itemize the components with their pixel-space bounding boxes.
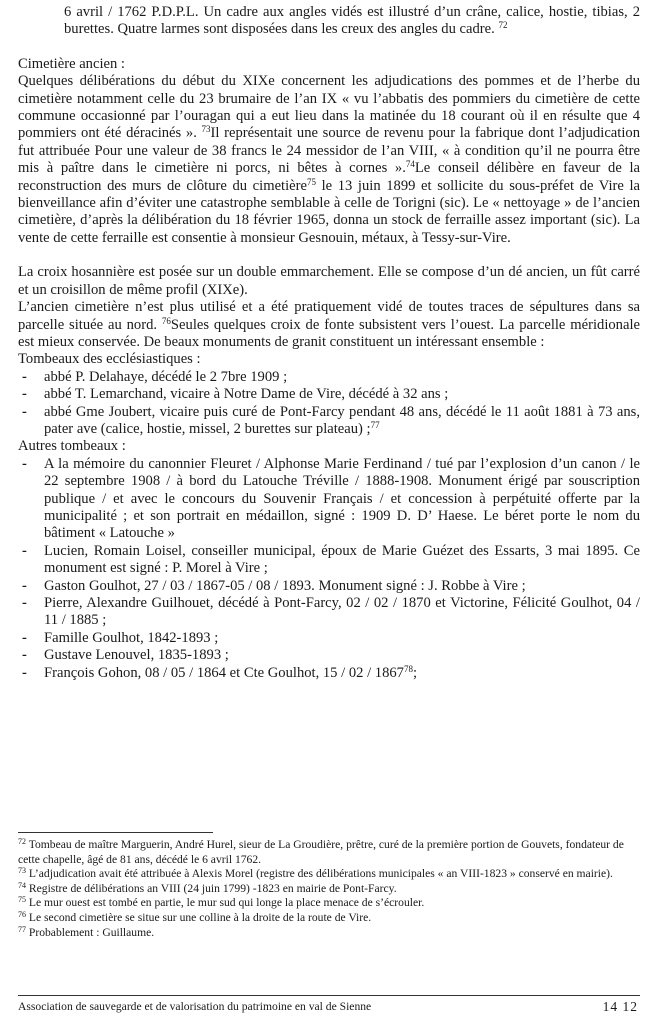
footnote-ref[interactable]: 76 [161, 315, 171, 326]
cemetery-heading: Cimetière ancien : [18, 55, 125, 72]
footnote-number: 74 [18, 880, 26, 890]
footnote-number: 76 [18, 909, 26, 919]
page-number: 14 12 [602, 999, 638, 1014]
footnote-ref[interactable]: 73 [201, 124, 211, 135]
clergy-heading: Tombeaux des ecclésiastiques : [18, 351, 201, 368]
list-item [18, 665, 640, 682]
list-item: - Gustave Lenouvel, 1835-1893 ; [18, 647, 640, 664]
footnote-number: 77 [18, 924, 26, 934]
footnote-text: Tombeau de maître Marguerin, André Hurel, sieur de La Groudière, prêtre, curé de la première portion de Gouvets, fondateur de cette chapelle, âgé de 81 ans, décédé le 6 avril 1762. [18, 838, 624, 866]
footnote-ref[interactable]: 75 [306, 176, 316, 187]
intro-text: 6 avril / 1762 P.D.P.L. Un cadre aux angles vidés est illustré d’un crâne, calice, hostie, tibias, 2 burettes. Quatre larmes sont disposées dans les creux des angles du cadre. [64, 4, 640, 38]
footer-text: Association de sauvegarde et de valorisation du patrimoine en val de Sienne [18, 1000, 372, 1013]
cemetery-text-3: Le conseil délibère en faveur de la reconstruction des murs de clôture du cimetière [18, 160, 640, 194]
footnote-number: 73 [18, 866, 26, 876]
footnote-ref[interactable]: 72 [498, 20, 508, 31]
list-item: - Lucien, Romain Loisel, conseiller municipal, époux de Marie Guézet des Essarts, 3 mai 1895. Ce monument est signé : P. Morel à Vire ; [18, 543, 640, 578]
footnote-text: L’adjudication avait été attribuée à Alexis Morel (registre des délibérations municipales « an VIII-1823 » conservé en mairie). [28, 867, 613, 881]
footnote-ref[interactable]: 78 [403, 663, 413, 674]
old-cemetery-text-2: Seules quelques croix de fonte subsistent vers l’ouest. La parcelle méridionale est mieux conservée. De beaux monuments de granit constituent un intéressant ensemble : [18, 316, 640, 350]
list-item [18, 404, 640, 439]
old-cemetery-text-1: L’ancien cimetière n’est plus utilisé et a été pratiquement vidé de toutes traces de sépultures dans sa parcelle située au nord. [18, 299, 640, 333]
footer-separator [18, 995, 640, 996]
footnote-text: Le second cimetière se situe sur une colline à la droite de la route de Vire. [28, 910, 372, 924]
footnote [18, 838, 628, 867]
footnote [18, 911, 628, 926]
page-footer [18, 1000, 640, 1014]
list-item: - Gaston Goulhot, 27 / 03 / 1867-05 / 08 / 1893. Monument signé : J. Robbe à Vire ; [18, 578, 640, 595]
footnote [18, 867, 628, 882]
list-item: - Pierre, Alexandre Guilhouet, décédé à Pont-Farcy, 02 / 02 / 1870 et Victorine, Félicité Goulhot, 04 / 11 / 1885 ; [18, 595, 640, 630]
clergy-list [18, 369, 640, 439]
cemetery-paragraph [18, 73, 640, 247]
others-list [18, 456, 640, 682]
footnotes [18, 838, 628, 940]
footnote-number: 72 [18, 837, 26, 846]
footnote-number: 75 [18, 895, 26, 905]
footnote-text: Probablement : Guillaume. [28, 925, 155, 939]
footnote [18, 882, 628, 897]
footnote [18, 926, 628, 941]
list-item: - A la mémoire du canonnier Fleuret / Alphonse Marie Ferdinand / tué par l’explosion d’un canon / le 22 septembre 1908 / à bord du Latouche Tréville / 1888-1908. Monument érigé par souscription publique / et avec le concours du Souvenir Français / et concession à perpétuité offerte par la municipalité ; et son portrait en médaillon, signé : 1909 D. D’ Haese. Le béret porte le nom du bâtiment « Latouche » [18, 456, 640, 543]
main-text [18, 4, 640, 682]
others-heading: Autres tombeaux : [18, 438, 126, 455]
cemetery-text-4: le 13 juin 1899 et sollicite du sous-préfet de Vire la bienveillance afin d’éviter une catastrophe semblable à celle de Torigni (sic). Le « nettoyage » de l’ancien cimetière, d’après la délibération du 18 février 1965, donna un stock de ferraille assez important (sic). La vente de cette ferraille est consentie à monsieur Gesnouin, métaux, à Tessy-sur-Vire. [18, 177, 640, 246]
list-item: - abbé T. Lemarchand, vicaire à Notre Dame de Vire, décédé à 32 ans ; [18, 386, 640, 403]
list-item-text: François Gohon, 08 / 05 / 1864 et Cte Goulhot, 15 / 02 / 1867 [44, 664, 404, 681]
list-item: - Famille Goulhot, 1842-1893 ; [18, 630, 640, 647]
list-item: - abbé P. Delahaye, décédé le 2 7bre 1909 ; [18, 369, 640, 386]
footnote [18, 896, 628, 911]
old-cemetery-paragraph [18, 299, 640, 351]
footnote-text: Le mur ouest est tombé en partie, le mur sud qui longe la place menace de s’écrouler. [28, 896, 425, 910]
cemetery-text-2: Il représentait une source de revenu pour la fabrique dont l’adjudication fut attribuée Pour une valeur de 38 francs le 24 messidor de l’an VIII, « à condition qu’il ne pourra être mis à paître dans le cimetière ni porcs, ni bêtes à cornes ». [18, 125, 640, 177]
list-item-text: abbé Gme Joubert, vicaire puis curé de Pont-Farcy pendant 48 ans, décédé le 11 août 1881 à 73 ans, pater ave (calice, hostie, missel, 2 burettes sur plateau) ; [44, 403, 640, 437]
footnote-text: Registre de délibérations an VIII (24 juin 1799) -1823 en mairie de Pont-Farcy. [28, 881, 397, 895]
footnote-ref[interactable]: 77 [370, 419, 380, 430]
cemetery-text-1: Quelques délibérations du début du XIXe concernent les adjudications des pommes et de l’herbe du cimetière notamment celle du 23 brumaire de l’an IX « vu l’abbatis des pommiers du cimetière de cette commune occasionné par l’ouragan qui a eut lieu dans la matinée du 18 courant où il en résulte que 4 pommiers ont été déracinés ». [18, 73, 640, 142]
footnote-ref[interactable]: 74 [405, 159, 415, 170]
cross-paragraph: La croix hosannière est posée sur un double emmarchement. Elle se compose d’un dé ancien, un fût carré et un croisillon de même profil (XIXe). [18, 264, 640, 298]
footnote-separator [18, 832, 213, 833]
intro-paragraph [18, 4, 640, 39]
list-item-tail: ; [412, 664, 418, 681]
